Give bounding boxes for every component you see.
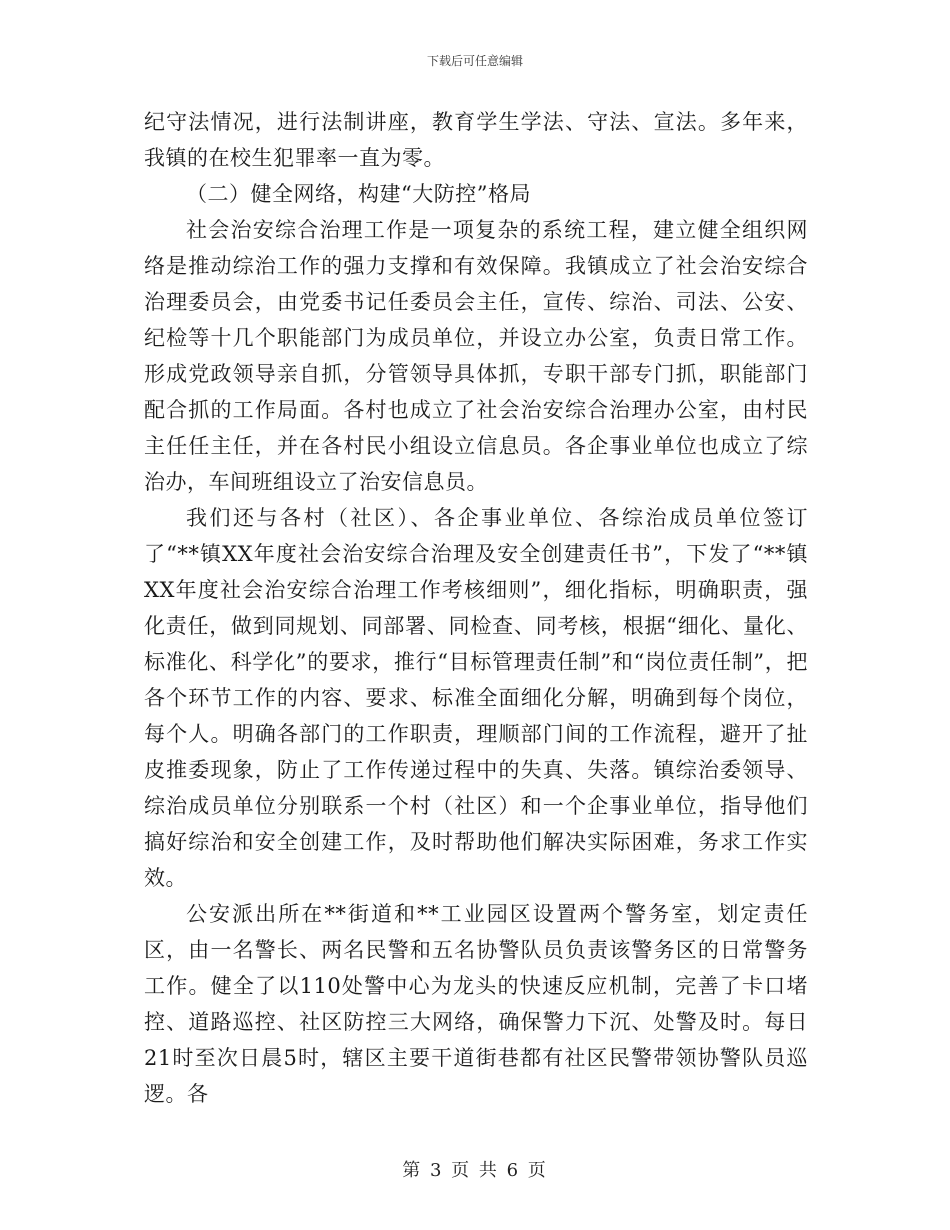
page-header: 下载后可任意编辑: [426, 54, 523, 68]
paragraph-3: 我们还与各村（社区）、各企事业单位、各综治成员单位签订了“**镇XX年度社会治安综合治理及安全创建责任书”，下发了“**镇XX年度社会治安综合治理工作考核细则”，细化指标，明确职责，强化责任，做到同规划、同部署、同检查、同考核，根据“细化、量化、标准化、科学化”的要求，推行“目标管理责任制”和“岗位责任制”，把各个环节工作的内容、要求、标准全面细化分解，明确到每个岗位，每个人。明确各部门的工作职责，理顺部门间的工作流程，避开了扯皮推委现象，防止了工作传递过程中的失真、失落。镇综治委领导、综治成员单位分别联系一个村（社区）和一个企事业单位，指导他们搞好综治和安全创建工作，及时帮助他们解决实际困难，务求工作实效。: [144, 506, 808, 890]
paragraph-4: 公安派出所在**街道和**工业园区设置两个警务室，划定责任区，由一名警长、两名民警和五名协警队员负责该警务区的日常警务工作。健全了以110处警中心为龙头的快速反应机制，完善了卡口堵控、道路巡控、社区防控三大网络，确保警力下沉、处警及时。每日21时至次日晨5时，辖区主要干道街巷都有社区民警带领协警队员巡逻。各: [144, 902, 808, 1106]
paragraph-2: 社会治安综合治理工作是一项复杂的系统工程，建立健全组织网络是推动综治工作的强力支撑和有效保障。我镇成立了社会治安综合治理委员会，由党委书记任委员会主任，宣传、综治、司法、公安、纪检等十几个职能部门为成员单位，并设立办公室，负责日常工作。形成党政领导亲自抓，分管领导具体抓，专职干部专门抓，职能部门配合抓的工作局面。各村也成立了社会治安综合治理办公室，由村民主任任主任，并在各村民小组设立信息员。各企事业单位也成立了综治办，车间班组设立了治安信息员。: [144, 218, 808, 494]
section-heading: （二）健全网络，构建“大防控”格局: [186, 182, 531, 206]
document-body: [144, 104, 808, 1112]
page-footer: 第 3 页 共 6 页: [402, 1160, 548, 1181]
paragraph-1: 纪守法情况，进行法制讲座，教育学生学法、守法、宣法。多年来，我镇的在校生犯罪率一直为零。: [144, 110, 808, 170]
